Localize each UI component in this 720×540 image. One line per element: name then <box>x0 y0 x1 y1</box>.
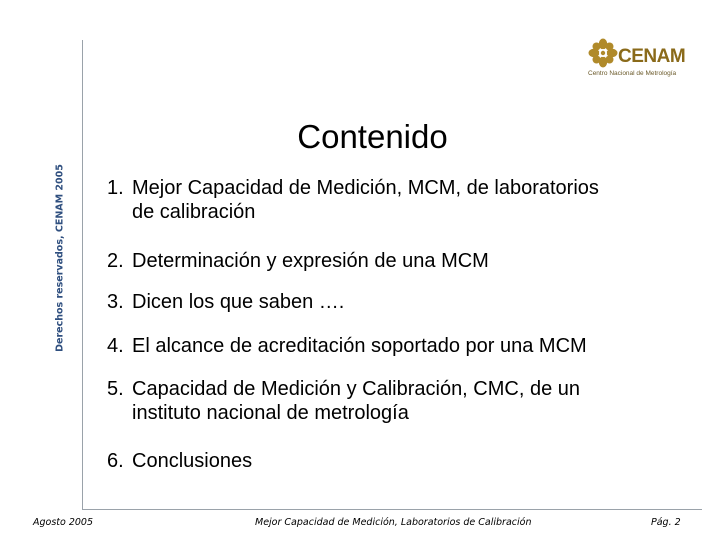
item-text: Conclusiones <box>132 450 253 472</box>
footer-divider <box>82 509 702 510</box>
copyright-vertical-text: Derechos reservados, CENAM 2005 <box>54 164 66 352</box>
item-text-continuation: de calibración <box>132 201 256 223</box>
item-text: Dicen los que saben …. <box>132 291 345 313</box>
footer-date: Agosto 2005 <box>33 517 94 528</box>
flower-emblem-icon <box>588 38 618 68</box>
item-number: 2. <box>107 250 124 272</box>
list-item <box>107 334 707 358</box>
item-number: 1. <box>107 177 124 199</box>
footer-title: Mejor Capacidad de Medición, Laboratorios de Calibración <box>255 517 532 528</box>
item-text: El alcance de acreditación soportado por una MCM <box>132 335 587 357</box>
list-item <box>107 290 707 314</box>
item-text: Determinación y expresión de una MCM <box>132 250 489 272</box>
item-text-continuation: instituto nacional de metrología <box>132 402 409 424</box>
logo-subtitle: Centro Nacional de Metrología <box>588 70 677 77</box>
page-number: Pág. 2 <box>651 517 681 528</box>
item-number: 5. <box>107 378 124 400</box>
list-item <box>107 176 707 224</box>
vertical-divider <box>82 40 83 510</box>
item-number: 6. <box>107 450 124 472</box>
item-number: 4. <box>107 335 124 357</box>
list-item <box>107 449 707 473</box>
logo-wordmark: CENAM <box>618 46 686 67</box>
list-item <box>107 249 707 273</box>
cenam-logo <box>588 38 688 80</box>
list-item <box>107 377 707 425</box>
item-number: 3. <box>107 291 124 313</box>
item-text: Capacidad de Medición y Calibración, CMC, de un <box>132 378 581 400</box>
item-text: Mejor Capacidad de Medición, MCM, de laboratorios <box>132 177 599 199</box>
slide-title: Contenido <box>297 118 448 155</box>
